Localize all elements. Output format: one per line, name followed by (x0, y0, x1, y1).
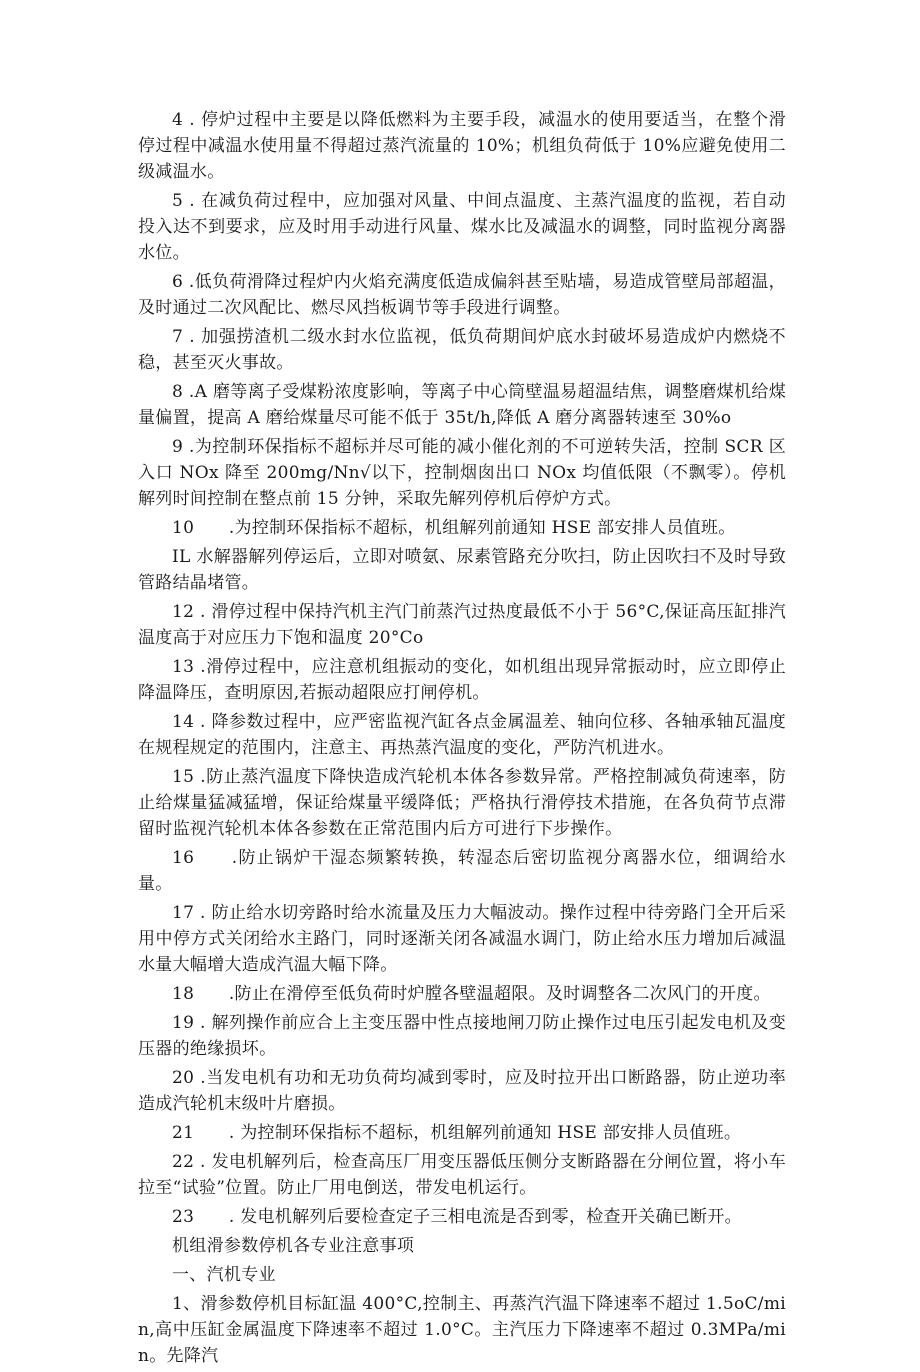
document-body (138, 107, 786, 1372)
paragraph-item-8: 8 .A 磨等离子受煤粉浓度影响，等离子中心筒壁温易超温结焦，调整磨煤机给煤量偏置，提高 A 磨给煤量尽可能不低于 35t/h,降低 A 磨分离器转速至 30%o (138, 382, 786, 428)
paragraph-item-13: 13 .滑停过程中，应注意机组振动的变化，如机组出现异常振动时，应立即停止降温降压，查明原因,若振动超限应打闸停机。 (138, 657, 786, 703)
paragraph-item-20: 20 .当发电机有功和无功负荷均减到零时，应及时拉开出口断路器，防止逆功率造成汽轮机末级叶片磨损。 (138, 1068, 786, 1114)
paragraph-item-22: 22 . 发电机解列后，检查高压厂用变压器低压侧分支断路器在分闸位置，将小车拉至“试验”位置。防止厂用电倒送，带发电机运行。 (138, 1152, 786, 1198)
paragraph-item-12: 12 . 滑停过程中保持汽机主汽门前蒸汽过热度最低不小于 56°C,保证高压缸排汽温度高于对应压力下饱和温度 20°Co (138, 602, 786, 648)
paragraph-item-18: 18 .防止在滑停至低负荷时炉膛各壁温超限。及时调整各二次风门的开度。 (172, 984, 771, 1004)
paragraph-item-19: 19 . 解列操作前应合上主变压器中性点接地闸刀防止操作过电压引起发电机及变压器的绝缘损坏。 (138, 1013, 786, 1059)
paragraph-item-4: 4 . 停炉过程中主要是以降低燃料为主要手段，减温水的使用要适当，在整个滑停过程中减温水使用量不得超过蒸汽流量的 10%；机组负荷低于 10%应避免使用二级减温水。 (138, 110, 786, 182)
paragraph-item-6: 6 .低负荷滑降过程炉内火焰充满度低造成偏斜甚至贴墙，易造成管壁局部超温，及时通过二次风配比、燃尽风挡板调节等手段进行调整。 (138, 272, 786, 318)
paragraph-item-23: 23 . 发电机解列后要检查定子三相电流是否到零，检查开关确已断开。 (172, 1207, 742, 1227)
paragraph-turbine-1: 1、滑参数停机目标缸温 400°C,控制主、再蒸汽汽温下降速率不超过 1.5oC/min,高中压缸金属温度下降速率不超过 1.0°C。主汽压力下降速率不超过 0.3MPa/min。先降汽 (138, 1294, 786, 1366)
paragraph-item-9: 9 .为控制环保指标不超标并尽可能的减小催化剂的不可逆转失活，控制 SCR 区入口 NOx 降至 200mg/Nn√以下，控制烟囱出口 NOx 均值低限（不飘零）。停机解列时间控制在整点前 15 分钟，采取先解列停机后停炉方式。 (138, 437, 786, 509)
paragraph-item-17: 17 . 防止给水切旁路时给水流量及压力大幅波动。操作过程中待旁路门全开后采用中停方式关闭给水主路门，同时逐渐关闭各减温水调门，防止给水压力增加后减温水量大幅增大造成汽温大幅下降。 (138, 903, 786, 975)
paragraph-item-11: IL 水解器解列停运后，立即对喷氨、尿素管路充分吹扫，防止因吹扫不及时导致管路结晶堵管。 (138, 547, 786, 593)
paragraph-item-10: 10 .为控制环保指标不超标，机组解列前通知 HSE 部安排人员值班。 (172, 518, 736, 538)
paragraph-item-5: 5 . 在减负荷过程中，应加强对风量、中间点温度、主蒸汽温度的监视，若自动投入达不到要求，应及时用手动进行风量、煤水比及减温水的调整，同时监视分离器水位。 (138, 191, 786, 263)
subsection-heading: 一、汽机专业 (172, 1265, 276, 1285)
paragraph-item-15: 15 .防止蒸汽温度下降快造成汽轮机本体各参数异常。严格控制减负荷速率，防止给煤量猛减猛增，保证给煤量平缓降低；严格执行滑停技术措施，在各负荷节点滞留时监视汽轮机本体各参数在正常范围内后方可进行下步操作。 (138, 767, 786, 839)
paragraph-item-14: 14 . 降参数过程中，应严密监视汽缸各点金属温差、轴向位移、各轴承轴瓦温度在规程规定的范围内，注意主、再热蒸汽温度的变化，严防汽机进水。 (138, 712, 786, 758)
paragraph-item-7: 7 . 加强捞渣机二级水封水位监视，低负荷期间炉底水封破坏易造成炉内燃烧不稳，甚至灭火事故。 (138, 327, 786, 373)
paragraph-item-16: 16 .防止锅炉干湿态频繁转换，转湿态后密切监视分离器水位，细调给水量。 (138, 848, 786, 894)
section-title: 机组滑参数停机各专业注意事项 (172, 1236, 415, 1256)
paragraph-item-21: 21 . 为控制环保指标不超标，机组解列前通知 HSE 部安排人员值班。 (172, 1123, 742, 1143)
